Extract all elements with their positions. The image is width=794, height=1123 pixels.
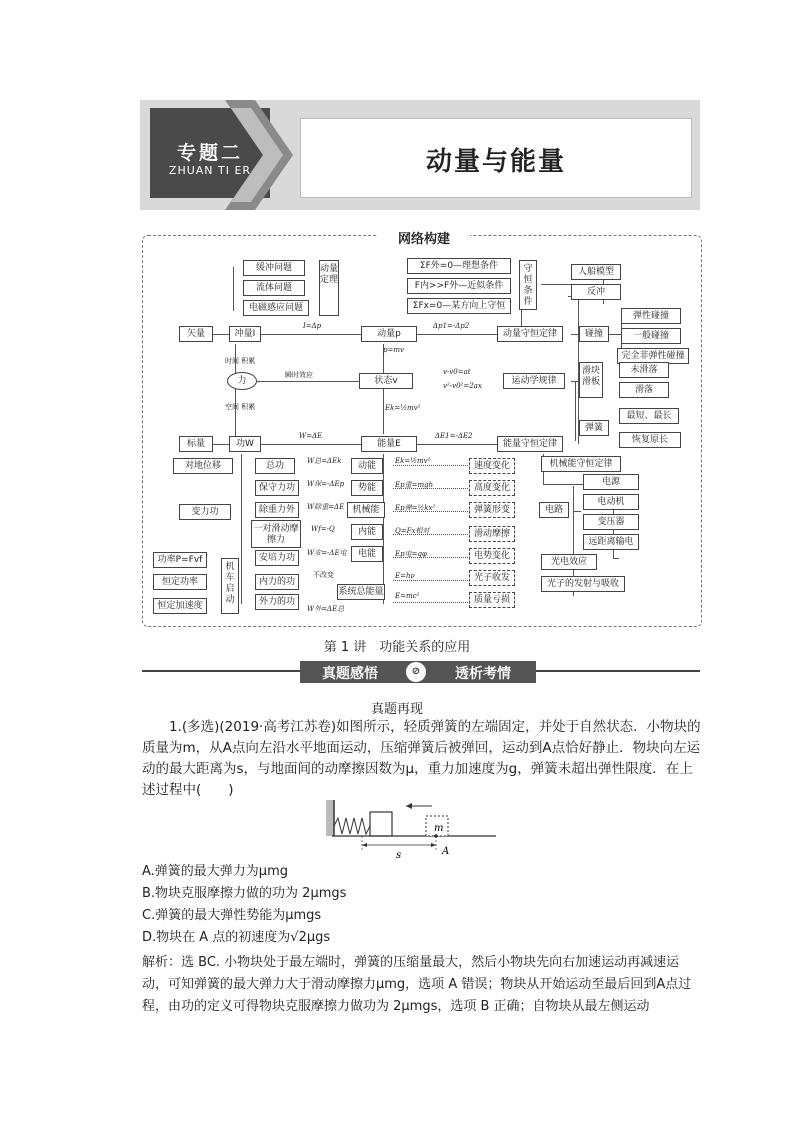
node-biaoliang: 标量: [179, 436, 213, 452]
subsection-title: 真题再现: [370, 702, 423, 717]
node-neili: 内力的功: [255, 574, 299, 590]
node-baoshouli: 保守力功: [255, 480, 299, 496]
node-dianneng: 电能: [351, 546, 383, 562]
node-zhiliang: 质量亏损: [469, 592, 515, 608]
node-dianlu: 电路: [539, 502, 569, 518]
node-bianli: 变力功: [179, 504, 231, 520]
node-yiban: 一般碰撞: [621, 328, 681, 344]
node-f1: ΣF外=0—理想条件: [407, 258, 511, 274]
figure-a-label: A: [442, 846, 450, 857]
node-dianyuan: 电源: [583, 474, 639, 490]
node-li: 力: [227, 372, 257, 390]
node-diancigan: 电磁感应问题: [243, 300, 309, 316]
node-gong: 功W: [229, 436, 261, 452]
option-b: B.物块克服摩擦力做的功为 2μmgs: [142, 886, 347, 901]
node-jiche: 机车启动: [221, 558, 239, 614]
node-zonggong: 总功: [255, 458, 295, 474]
label-v2: v²-v0²=2ax: [443, 382, 482, 390]
node-jixie: 机械能守恒定律: [541, 456, 621, 472]
network-label: 网络构建: [378, 228, 470, 246]
node-weihua: 未滑落: [619, 362, 669, 378]
node-shiliang: 矢量: [179, 326, 213, 342]
question-figure: [322, 800, 500, 860]
option-a: A.弹簧的最大弹力为μmg: [142, 864, 288, 879]
option-d: D.物块在 A 点的初速度为√2μgs: [142, 930, 331, 945]
label-e5: Ep电=qφ: [395, 550, 427, 558]
node-anpei: 安培力功: [255, 550, 299, 566]
analysis-text: 解析：选 BC. 小物块处于最左端时，弹簧的压缩量最大，然后小物块先向右加速运动再减速运动，可知弹簧的最大弹力大于滑动摩擦力μmg，选项 A 错误；物块从开始运动至最后回到A点过程，由功的定义可得物块克服摩擦力做功为 2μmgs，选项 B 正确；自物块从最左侧运动: [142, 955, 692, 1014]
label-e6: E=hν: [395, 572, 415, 580]
node-dlld: 动量定理: [319, 260, 339, 316]
label-bugaibian: 不改变: [313, 571, 334, 579]
node-tanxing: 弹性碰撞: [621, 308, 681, 324]
label-e1: Ek=½mv²: [395, 457, 431, 465]
node-huifu: 恢复原长: [619, 432, 681, 448]
label-w-wai: W外=ΔE总: [307, 605, 345, 613]
node-wanquan: 完全非弹性碰撞: [617, 348, 689, 364]
node-waili: 外力的功: [255, 594, 299, 610]
node-renchuan: 人船模型: [571, 264, 621, 280]
node-xitong: 系统总能量: [337, 584, 385, 600]
label-w-an: W安=-ΔE电: [307, 549, 347, 557]
node-dongneng: 动能: [351, 458, 383, 474]
label-w-de: W=ΔE: [299, 432, 323, 440]
label-e3: Ep弹=½kx²: [395, 504, 436, 512]
question-stem: 1.(多选)(2019·高考江苏卷)如图所示，轻质弹簧的左端固定，并处于自然状态．小物块的质量为m，从A点向左沿水平地面运动，压缩弹簧后被弹回，运动到A点恰好静止．物块向左运动的最大距离为s，与地面间的动摩擦因数为μ，重力加速度为g，弹簧未超出弹性限度．在上述过程中( ): [142, 719, 701, 798]
node-nsh: 能量守恒定律: [497, 436, 563, 452]
label-shunshi: 瞬时效应: [285, 371, 313, 379]
lecture-title: 第 1 讲 功能关系的应用: [323, 640, 471, 655]
node-guangzi: 光子收发: [469, 570, 515, 586]
node-guangdian: 光电效应: [541, 554, 597, 570]
node-chongliang: 冲量I: [229, 326, 261, 342]
node-jixieneng: 机械能: [347, 502, 385, 518]
label-ek-mv: Ek=½mv²: [385, 404, 421, 412]
node-zhuangtai: 状态v: [359, 373, 413, 389]
node-sudu: 速度变化: [469, 458, 515, 474]
option-c: C.弹簧的最大弹性势能为μmgs: [142, 908, 322, 923]
label-dp1: Δp1=-Δp2: [433, 322, 470, 330]
chevron-right-icon: [225, 100, 300, 210]
node-zuiduan: 最短、最长: [619, 408, 679, 424]
node-huadong: 滑动摩擦: [469, 526, 515, 542]
topic-pinyin: ZHUAN TI ER: [168, 164, 252, 177]
label-e2: Ep重=mgh: [395, 481, 434, 489]
node-guangzifs: 光子的发射与吸收: [541, 576, 625, 592]
node-duidi: 对地位移: [173, 458, 233, 474]
node-yidui: 一对滑动摩擦力: [251, 520, 301, 548]
section-left-label: 真题感悟: [322, 666, 378, 682]
node-shouheng: 守恒条件: [519, 260, 537, 310]
network-map: [142, 235, 702, 627]
label-pmv: p=mv: [383, 346, 404, 354]
node-pengzhuang: 碰撞: [579, 326, 609, 342]
node-nengliang: 能量E: [361, 436, 417, 452]
node-fanchong: 反冲: [571, 284, 621, 300]
node-shineng: 势能: [351, 480, 383, 496]
topic-number: 专题二: [176, 142, 243, 164]
node-diandongji: 电动机: [583, 494, 639, 510]
node-neineng: 内能: [351, 524, 383, 540]
label-e4: Q=Fx相对: [395, 527, 430, 535]
section-emblem-icon: ⊘: [406, 662, 426, 682]
node-tanhuangxb: 弹簧形变: [469, 502, 515, 518]
section-banner: [300, 661, 536, 683]
label-e7: E=mc²: [395, 592, 420, 600]
node-gonglv: 功率P=Fvf: [153, 552, 207, 568]
node-huakuai: 滑块滑板: [579, 362, 603, 398]
node-tanhuang: 弹簧: [579, 420, 609, 436]
node-hdjsd: 恒定加速度: [153, 598, 207, 614]
label-wf: Wf=-Q: [311, 525, 335, 533]
label-w-chu: W除重=ΔE: [307, 503, 345, 511]
section-right-label: 透析考情: [455, 666, 511, 682]
node-chuzhongli: 除重力外: [255, 502, 299, 518]
chapter-title-box: [300, 118, 692, 198]
node-dianshi: 电势变化: [469, 548, 515, 564]
chapter-title: 动量与能量: [425, 147, 566, 177]
label-i-dp: I=Δp: [303, 322, 322, 330]
label-w-bao: W保=-ΔEp: [307, 480, 345, 488]
label-de1: ΔE1=-ΔE2: [435, 432, 473, 440]
label-kongjian: 空间 积累: [225, 403, 256, 411]
node-hualuo: 滑落: [619, 382, 669, 398]
node-bianyaqi: 变压器: [583, 514, 639, 530]
label-w-zong: W总=ΔEk: [307, 457, 342, 465]
node-dongliang: 动量p: [361, 326, 417, 342]
node-huanchong: 缓冲问题: [243, 260, 305, 276]
label-v1: v-v0=at: [443, 368, 471, 376]
node-f2: F内>>F外—近似条件: [407, 278, 511, 294]
figure-m-label: m: [434, 823, 444, 834]
node-yundongxue: 运动学规律: [503, 373, 565, 389]
figure-s-label: s: [396, 850, 402, 860]
node-dsh: 动量守恒定律: [497, 326, 563, 342]
node-hdgl: 恒定功率: [153, 574, 207, 590]
node-yuanju: 远距离输电: [583, 534, 639, 550]
label-shijian: 时间 积累: [225, 357, 256, 365]
node-f3: ΣFx=0—某方向上守恒: [407, 298, 511, 314]
node-liuti: 流体问题: [243, 280, 305, 296]
node-gaodu: 高度变化: [469, 480, 515, 496]
